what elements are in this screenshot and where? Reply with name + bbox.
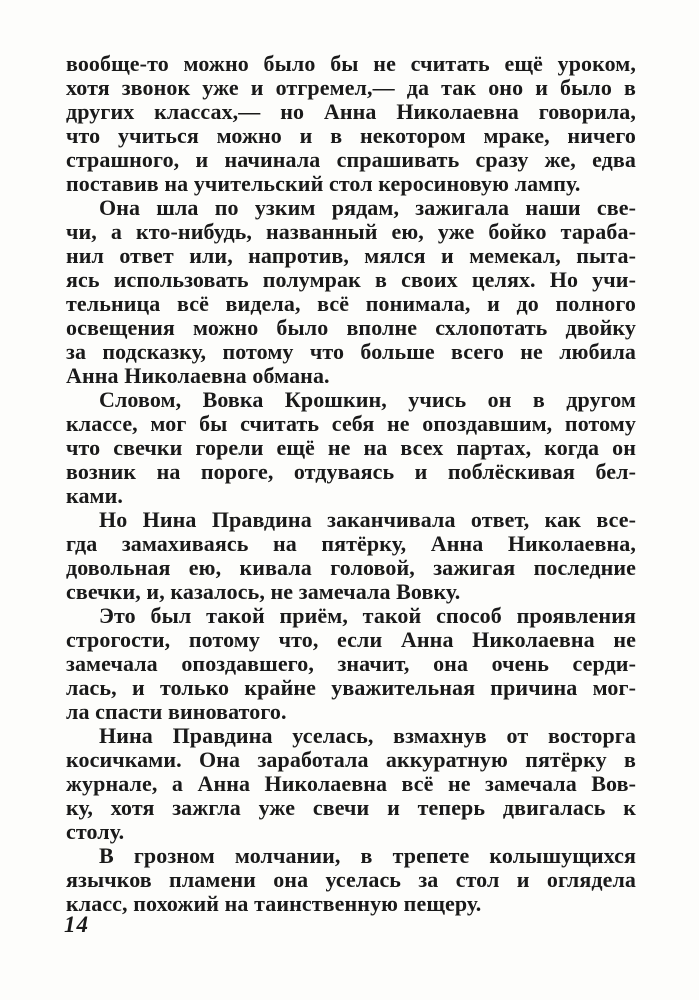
text-line: ла спасти виноватого. bbox=[66, 699, 287, 724]
text-line: возник на пороге, отдуваясь и поблёскивая бел- bbox=[66, 459, 636, 484]
page-number: 14 bbox=[64, 912, 89, 937]
text-line: Анна Николаевна обмана. bbox=[66, 363, 330, 388]
text-line: довольная ею, кивала головой, зажигая последние bbox=[66, 555, 636, 580]
text-line: ками. bbox=[66, 483, 124, 508]
text-line: Это был такой приём, такой способ проявления bbox=[99, 603, 636, 628]
text-line: нил ответ или, напротив, мялся и мемекал, пыта- bbox=[66, 243, 636, 268]
text-line: Нина Правдина уселась, взмахнув от восторга bbox=[99, 723, 636, 748]
text-line: Словом, Вовка Крошкин, учись он в другом bbox=[99, 387, 636, 412]
paragraph bbox=[66, 52, 636, 196]
text-line: класс, похожий на таинственную пещеру. bbox=[66, 891, 482, 916]
text-line: Она шла по узким рядам, зажигала наши све- bbox=[99, 195, 636, 220]
text-line: В грозном молчании, в трепете колышущихся bbox=[99, 843, 636, 868]
text-line: поставив на учительский стол керосиновую лампу. bbox=[66, 171, 581, 196]
text-line: за подсказку, потому что больше всего не любила bbox=[66, 339, 636, 364]
text-line: ку, хотя зажгла уже свечи и теперь двигалась к bbox=[66, 795, 636, 820]
text-line: журнале, а Анна Николаевна всё не замечала Вов- bbox=[66, 771, 636, 796]
paragraph bbox=[66, 844, 636, 916]
text-line: гда замахиваясь на пятёрку, Анна Николаевна, bbox=[66, 531, 636, 556]
text-line: что учиться можно и в некотором мраке, ничего bbox=[66, 123, 636, 148]
text-line: столу. bbox=[66, 819, 125, 844]
paragraph bbox=[66, 388, 636, 508]
text-line: классе, мог бы считать себя не опоздавшим, потому bbox=[66, 411, 636, 436]
text-line: страшного, и начинала спрашивать сразу же, едва bbox=[66, 147, 636, 172]
text-line: язычков пламени она уселась за стол и оглядела bbox=[66, 867, 636, 892]
text-line: замечала опоздавшего, значит, она очень серди- bbox=[66, 651, 636, 676]
text-line: что свечки горели ещё не на всех партах, когда он bbox=[66, 435, 636, 460]
text-line: тельница всё видела, всё понимала, и до полного bbox=[66, 291, 636, 316]
text-line: свечки, и, казалось, не замечала Вовку. bbox=[66, 579, 461, 604]
text-line: других классах,— но Анна Николаевна говорила, bbox=[66, 99, 636, 124]
text-line: косичками. Она заработала аккуратную пятёрку в bbox=[66, 747, 636, 772]
text-line: хотя звонок уже и отгремел,— да так оно и было в bbox=[66, 75, 636, 100]
text-line: ясь использовать полумрак в своих целях. Но учи- bbox=[66, 267, 636, 292]
paragraph bbox=[66, 508, 636, 604]
text-line: освещения можно было вполне схлопотать двойку bbox=[66, 315, 636, 340]
text-block bbox=[66, 52, 636, 916]
text-line: чи, а кто-нибудь, названный ею, уже бойко тараба- bbox=[66, 219, 636, 244]
text-line: лась, и только крайне уважительная причина мог- bbox=[66, 675, 636, 700]
paragraph bbox=[66, 724, 636, 844]
paragraph bbox=[66, 196, 636, 388]
text-line: вообще-то можно было бы не считать ещё уроком, bbox=[66, 51, 636, 76]
text-line: строгости, потому что, если Анна Николаевна не bbox=[66, 627, 636, 652]
paragraph bbox=[66, 604, 636, 724]
text-line: Но Нина Правдина заканчивала ответ, как все- bbox=[99, 507, 636, 532]
